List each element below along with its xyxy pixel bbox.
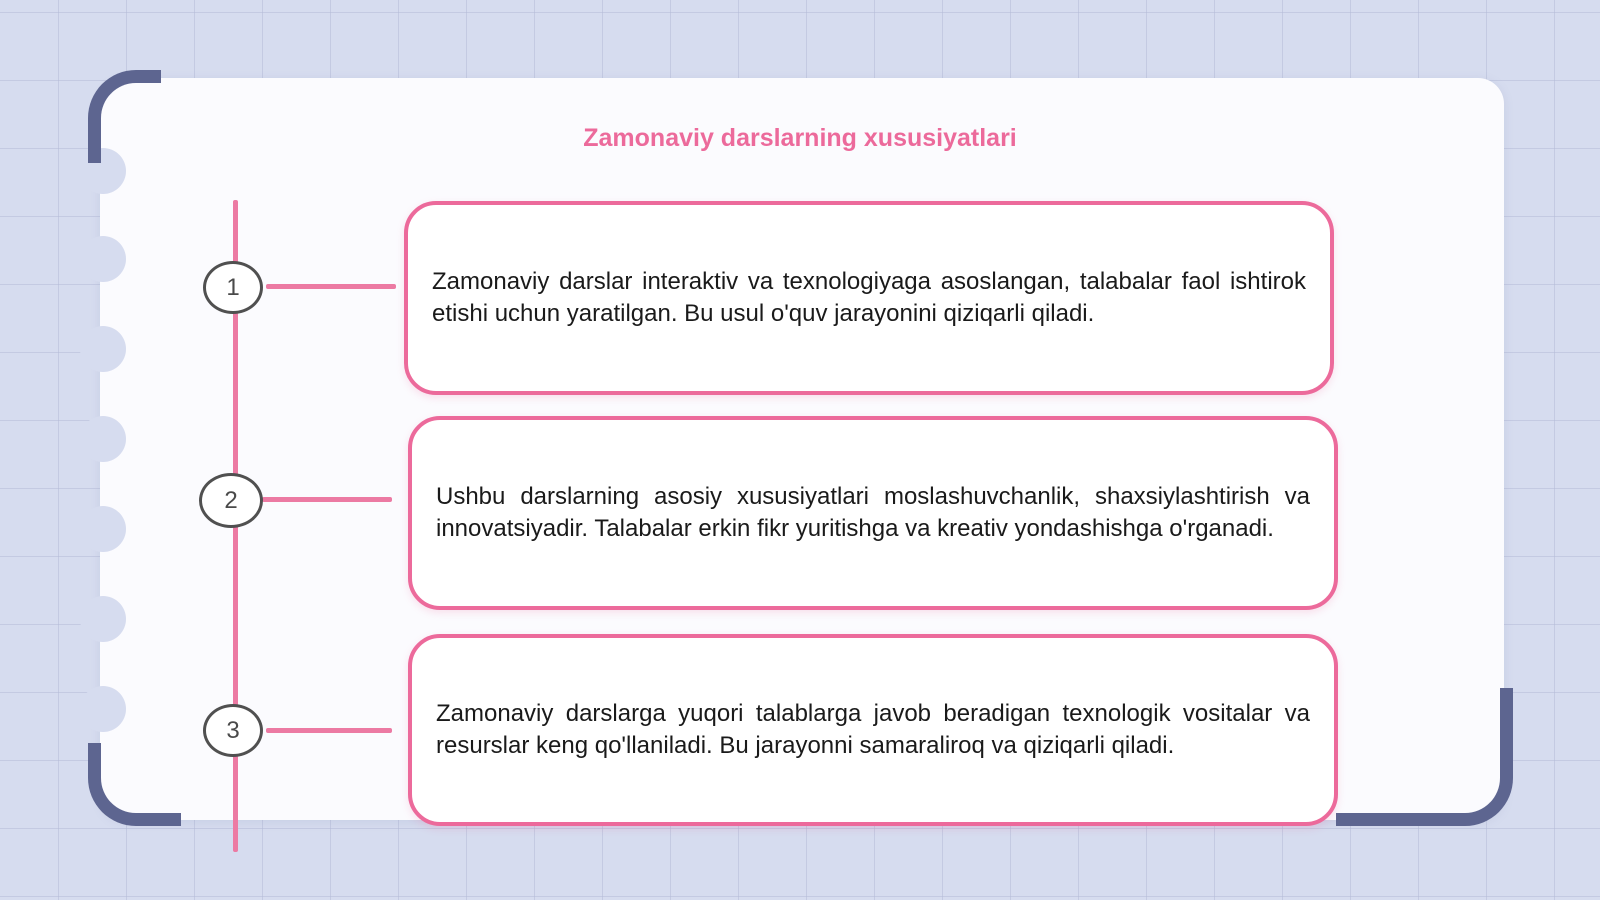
- page-notch: [80, 596, 126, 642]
- step-number-2: 2: [199, 473, 263, 528]
- timeline-connector: [266, 728, 392, 733]
- page-notch: [80, 506, 126, 552]
- corner-bracket-bottom-left: [88, 743, 181, 826]
- feature-text-2: Ushbu darslarning asosiy xususiyatlari moslashuvchanlik, shaxsiylashtirish va innovatsiyadir. Talabalar erkin fikr yuritishga va kreativ yondashishga o'rganadi.: [436, 483, 1310, 542]
- step-number-1: 1: [203, 261, 263, 314]
- timeline-connector: [266, 284, 396, 289]
- corner-bracket-top-left: [88, 70, 161, 163]
- timeline-connector: [262, 497, 392, 502]
- page-notch: [80, 686, 126, 732]
- feature-text-3: Zamonaviy darslarga yuqori talablarga javob beradigan texnologik vositalar va resurslar keng qo'llaniladi. Bu jarayonni samaraliroq va qiziqarli qiladi.: [436, 700, 1310, 759]
- feature-text-1: Zamonaviy darslar interaktiv va texnologiyaga asoslangan, talabalar faol ishtirok etishi uchun yaratilgan. Bu usul o'quv jarayonini qiziqarli qiladi.: [432, 268, 1306, 327]
- page-notch: [80, 236, 126, 282]
- slide-title: Zamonaviy darslarning xususiyatlari: [583, 124, 1017, 152]
- feature-box-3: [408, 634, 1338, 826]
- corner-bracket-bottom-right: [1336, 688, 1513, 826]
- feature-box-1: [404, 201, 1334, 395]
- page-notch: [80, 326, 126, 372]
- page-notch: [80, 416, 126, 462]
- feature-box-2: [408, 416, 1338, 610]
- step-number-3: 3: [203, 704, 263, 757]
